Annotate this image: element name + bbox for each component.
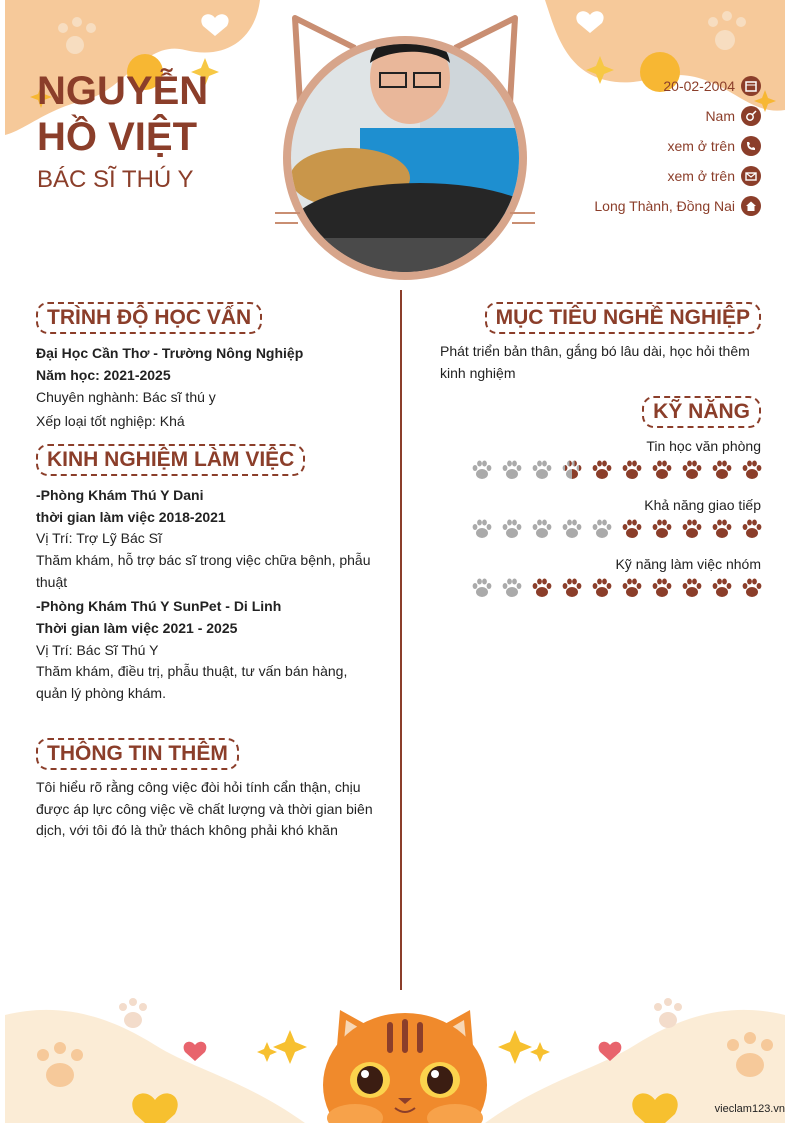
paw-icon — [710, 517, 734, 546]
paw-icon — [530, 458, 554, 487]
skill-1-rating — [470, 458, 764, 487]
paw-icon — [740, 576, 764, 605]
paw-icon — [680, 517, 704, 546]
skill-3-label: Kỹ năng làm việc nhóm — [615, 556, 761, 572]
extra-info-line-1: Tôi hiểu rõ rằng công việc đòi hỏi tính cẩn thận, chịu — [36, 779, 361, 795]
paw-icon — [590, 517, 614, 546]
job-title: BÁC SĨ THÚ Y — [37, 166, 194, 193]
education-years: Năm học: 2021-2025 — [36, 367, 171, 383]
profile-photo — [270, 8, 540, 283]
paw-icon — [530, 517, 554, 546]
paw-icon — [560, 458, 584, 487]
gender-icon — [741, 106, 761, 126]
paw-icon — [740, 458, 764, 487]
name-line-1: NGUYỄN — [37, 69, 209, 113]
paw-icon — [530, 576, 554, 605]
paw-icon — [470, 517, 494, 546]
paw-icon — [620, 576, 644, 605]
home-icon — [741, 196, 761, 216]
email-text: xem ở trên — [667, 168, 735, 184]
skill-2-rating — [470, 517, 764, 546]
education-heading: TRÌNH ĐỘ HỌC VẤN — [36, 302, 262, 334]
paw-icon — [500, 576, 524, 605]
education-grade: Xếp loại tốt nghiệp: Khá — [36, 413, 185, 429]
address-row — [594, 194, 761, 218]
paw-icon — [710, 458, 734, 487]
name-line-2: HỒ VIỆT — [37, 115, 198, 159]
column-divider — [400, 290, 402, 990]
education-major: Chuyên nghành: Bác sĩ thú y — [36, 389, 216, 405]
address-text: Long Thành, Đồng Nai — [594, 198, 735, 214]
objective-line-2: kinh nghiệm — [440, 365, 516, 381]
paw-icon — [650, 517, 674, 546]
extra-info-line-2: được áp lực công việc về chất lượng và thời gian biên — [36, 801, 373, 817]
paw-icon — [590, 576, 614, 605]
paw-icon — [500, 458, 524, 487]
gender-row — [705, 104, 761, 128]
paw-icon — [560, 576, 584, 605]
paw-icon — [680, 576, 704, 605]
job-2-desc-line-1: Thăm khám, điều trị, phẫu thuật, tư vấn bán hàng, — [36, 663, 348, 679]
extra-info-heading: THÔNG TIN THÊM — [36, 738, 239, 770]
job-2-company: -Phòng Khám Thú Y SunPet - Di Linh — [36, 598, 282, 614]
paw-icon — [500, 517, 524, 546]
email-row — [667, 164, 761, 188]
extra-info-line-3: dịch, với tôi đó là thử thách không phải khó khăn — [36, 822, 338, 838]
paw-icon — [620, 517, 644, 546]
skills-heading: KỸ NĂNG — [642, 396, 761, 428]
paw-icon — [470, 458, 494, 487]
objective-line-1: Phát triển bản thân, gắng bó lâu dài, học hỏi thêm — [440, 343, 750, 359]
paw-icon — [710, 576, 734, 605]
calendar-icon — [741, 76, 761, 96]
paw-icon — [650, 458, 674, 487]
paw-icon — [740, 517, 764, 546]
cv-page — [5, 0, 785, 1123]
paw-icon — [560, 517, 584, 546]
dob-row — [663, 74, 761, 98]
education-school: Đại Học Cần Thơ - Trường Nông Nghiệp — [36, 345, 304, 361]
job-1-company: -Phòng Khám Thú Y Dani — [36, 487, 204, 503]
paw-icon — [620, 458, 644, 487]
paw-icon — [590, 458, 614, 487]
dob-text: 20-02-2004 — [663, 78, 735, 94]
job-1-position: Vị Trí: Trợ Lỹ Bác Sĩ — [36, 530, 162, 546]
objective-heading: MỤC TIÊU NGHỀ NGHIỆP — [485, 302, 761, 334]
job-2-period: Thời gian làm việc 2021 - 2025 — [36, 620, 238, 636]
email-icon — [741, 166, 761, 186]
job-1-desc-line-1: Thăm khám, hỗ trợ bác sĩ trong việc chữa bệnh, phẫu — [36, 552, 371, 568]
paw-icon — [680, 458, 704, 487]
skill-2-label: Khả năng giao tiếp — [644, 497, 761, 513]
candidate-name — [37, 68, 208, 160]
experience-heading: KINH NGHIỆM LÀM VIỆC — [36, 444, 305, 476]
skill-1-label: Tin học văn phòng — [646, 438, 761, 454]
phone-row — [667, 134, 761, 158]
bottom-decoration — [5, 990, 785, 1123]
phone-icon — [741, 136, 761, 156]
skill-3-rating — [470, 576, 764, 605]
job-2-position: Vị Trí: Bác Sĩ Thú Y — [36, 642, 159, 658]
job-1-desc-line-2: thuật — [36, 574, 68, 590]
paw-icon — [470, 576, 494, 605]
paw-icon — [650, 576, 674, 605]
gender-text: Nam — [705, 108, 735, 124]
footer-brand: vieclam123.vn — [714, 1103, 785, 1115]
cat-illustration — [323, 1010, 487, 1123]
phone-text: xem ở trên — [667, 138, 735, 154]
job-1-period: thời gian làm việc 2018-2021 — [36, 509, 226, 525]
job-2-desc-line-2: quản lý phòng khám. — [36, 685, 166, 701]
